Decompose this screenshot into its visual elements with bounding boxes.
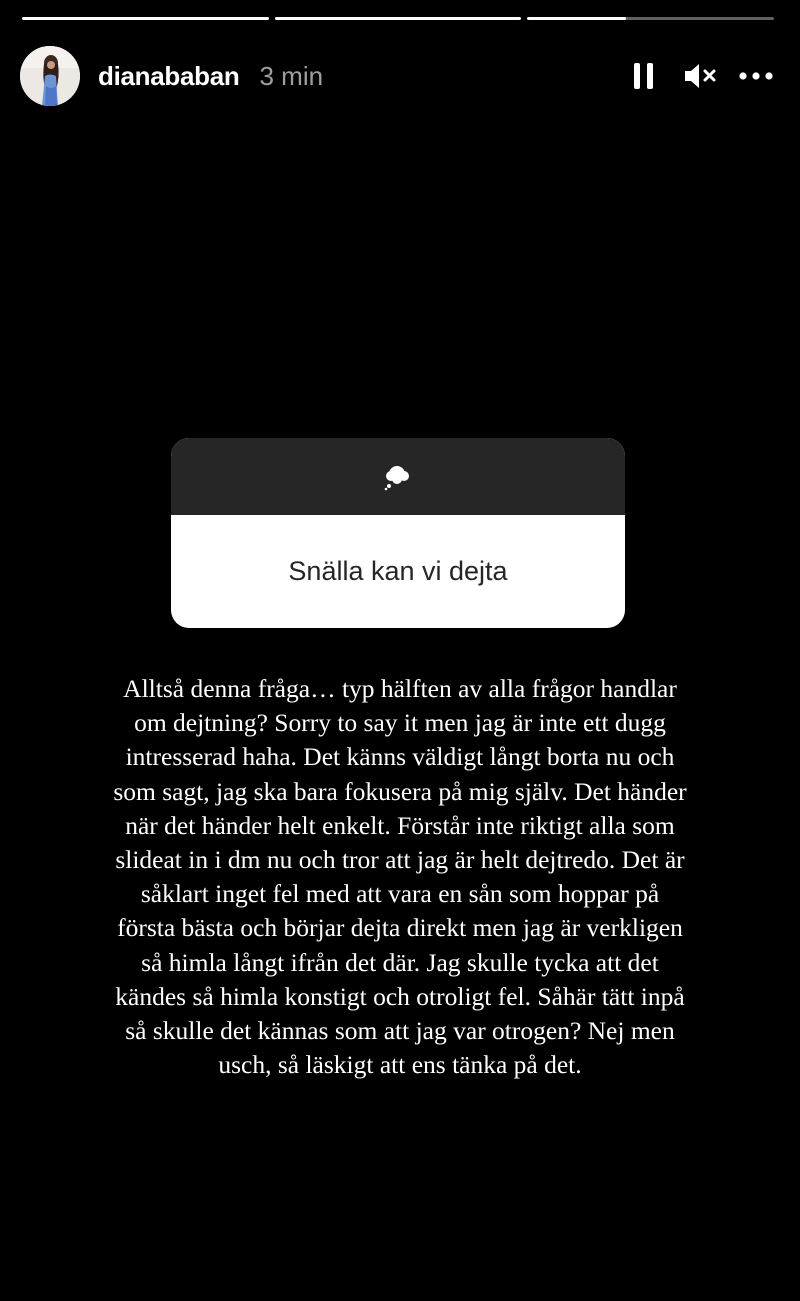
thought-bubble-icon	[383, 463, 413, 491]
question-sticker-header	[171, 438, 625, 515]
mute-icon	[683, 61, 717, 91]
pause-icon	[632, 61, 656, 91]
question-text: Snälla kan vi dejta	[288, 556, 508, 586]
story-progress-bar	[22, 17, 774, 21]
progress-fill	[275, 17, 522, 20]
story-controls	[626, 58, 774, 94]
story-header	[20, 44, 780, 108]
avatar[interactable]	[20, 46, 80, 106]
progress-fill	[22, 17, 269, 20]
progress-fill	[527, 17, 626, 20]
question-sticker-body	[171, 515, 625, 628]
profile-photo-icon	[20, 46, 80, 106]
mute-button[interactable]	[682, 58, 718, 94]
progress-segment	[22, 17, 269, 20]
username[interactable]: dianababan	[98, 60, 240, 91]
question-sticker[interactable]	[171, 438, 625, 628]
progress-segment	[275, 17, 522, 20]
progress-segment	[527, 17, 774, 20]
story-caption-text: Alltså denna fråga… typ hälften av alla frågor handlar om dejtning? Sorry to say it men jag är inte ett dugg intresserad haha. Det känns väldigt långt borta nu och som sagt, jag ska bara fokusera på mig själv. Det händer när det händer helt enkelt. Förstår inte riktigt alla som slideat in i dm nu och tror att jag är helt dejtredo. Det är såklart inget fel med att vara en sån som hoppar på första bästa och börjar dejta direkt men jag är verkligen så himla långt ifrån det där. Jag skulle tycka att det kändes så himla konstigt och otroligt fel. Såhär tätt inpå så skulle det kännas som att jag var otrogen? Nej men usch, så läskigt att ens tänka på det.	[113, 674, 687, 1080]
timestamp: 3 min	[259, 60, 324, 91]
more-options-icon	[739, 71, 773, 81]
more-options-button[interactable]	[738, 58, 774, 94]
pause-button[interactable]	[626, 58, 662, 94]
